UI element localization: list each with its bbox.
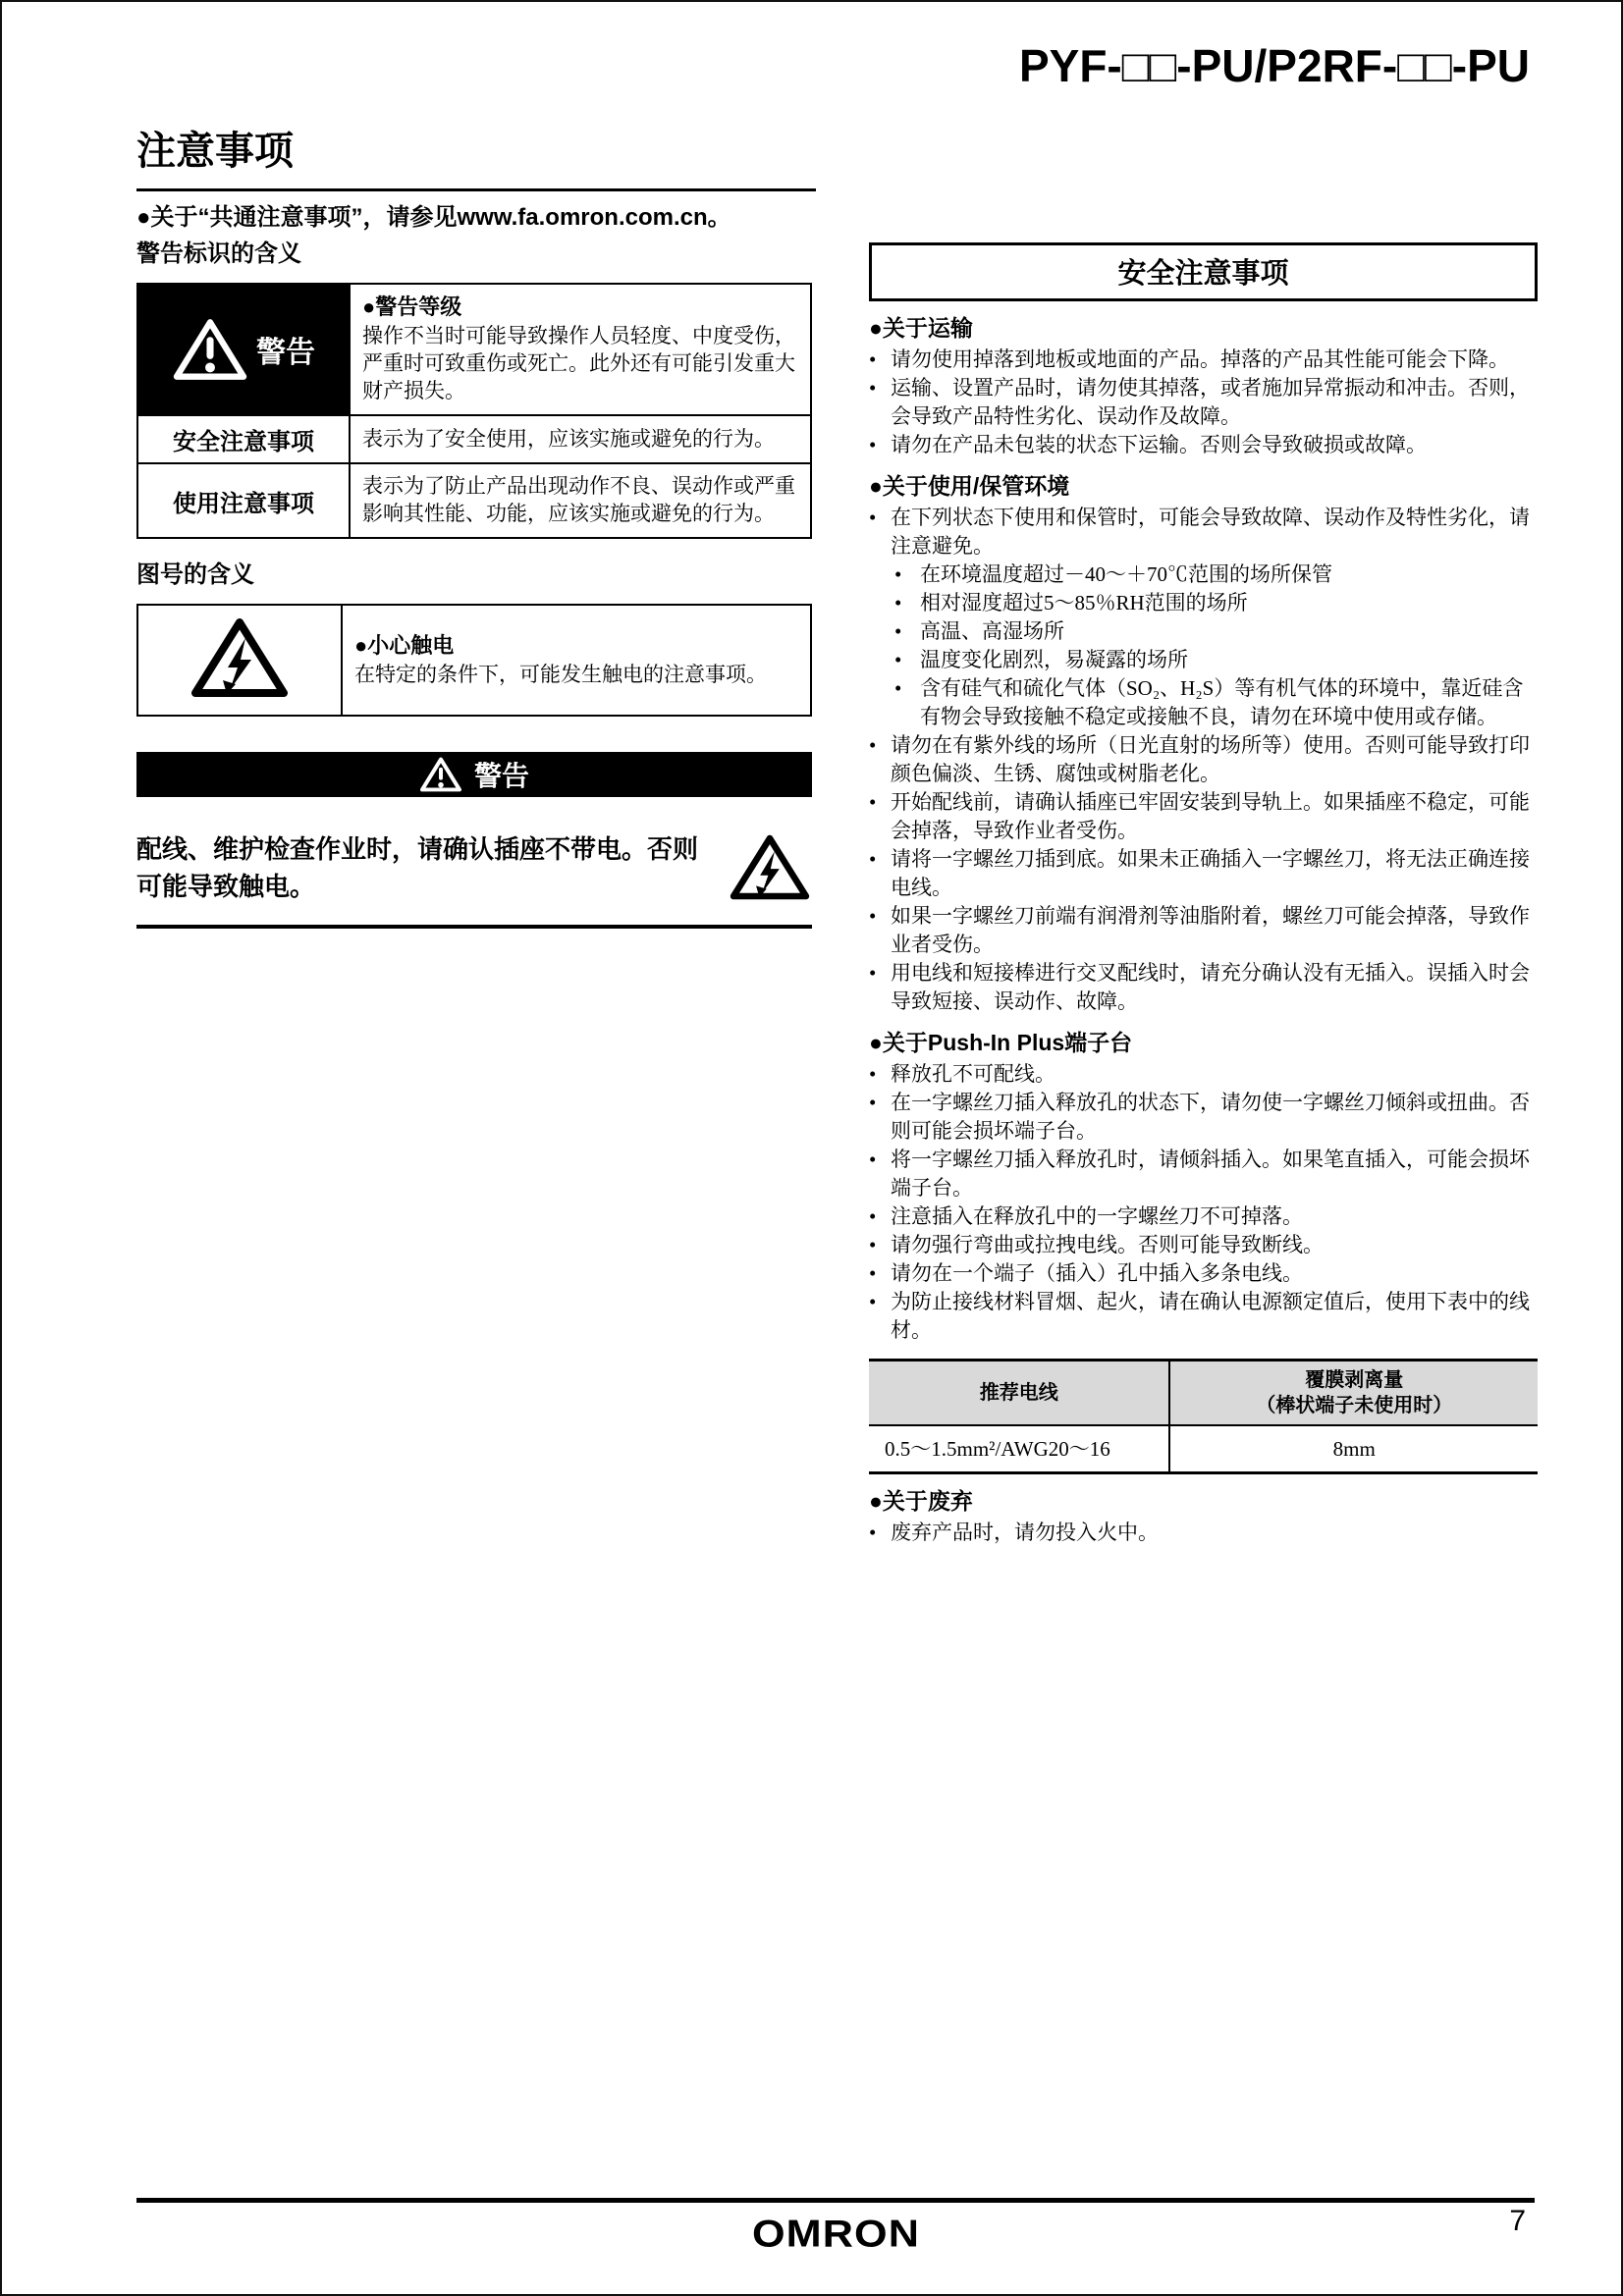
bullet-item [869,731,1538,788]
section-push-in-plus-terminal [869,1028,1538,1345]
warning-banner [136,752,812,797]
warning-grade-title: ●警告等级 [362,294,462,319]
bullet-marker: • [869,847,877,871]
warning-statement-text: 配线、维护检查作业时，请确认插座不带电。否则可能导致触电。 [136,834,699,901]
symbol-meaning-table [136,604,812,717]
shock-note-title: ●小心触电 [354,632,455,658]
page-number: 7 [1509,2205,1526,2237]
bullet-text: 请勿在产品未包装的状态下运输。否则会导致破损或故障。 [891,433,1427,456]
bullet-item [869,617,1538,646]
bullet-text: 请将一字螺丝刀插到底。如果未正确插入一字螺丝刀，将无法正确连接电线。 [891,847,1530,899]
safety-precautions-box-title: 安全注意事项 [869,242,1538,301]
table-row [869,1425,1538,1473]
left-column-bottom-rule [136,925,812,929]
warning-grade-text: 操作不当时可能导致操作人员轻度、中度受伤，严重时可致重伤或死亡。此外还有可能引发重大财产损失。 [362,324,795,402]
bullet-marker: • [869,733,877,757]
bullet-text: 注意插入在释放孔中的一字螺丝刀不可掉落。 [891,1204,1303,1228]
bullet-text: 在环境温度超过－40～＋70℃范围的场所保管 [920,562,1332,586]
bullet-item [869,646,1538,674]
bullet-marker: • [894,562,902,586]
bullet-item [869,431,1538,459]
wire-column-header: 推荐电线 [869,1361,1169,1426]
bullet-marker: • [894,591,902,614]
bullet-text: 请勿强行弯曲或拉拽电线。否则可能导致断线。 [891,1233,1324,1256]
bullet-marker: • [894,676,902,700]
section-heading: ●关于Push-In Plus端子台 [869,1030,1133,1055]
bullet-text: 运输、设置产品时，请勿使其掉落，或者施加异常振动和冲击。否则，会导致产品特性劣化、误动作及故障。 [891,376,1530,428]
bullet-text: 含有硅气和硫化气体（SO₂、H₂S）等有机气体的环境中，靠近硅含有物会导致接触不稳定或接触不良，请勿在环境中使用或存储。 [920,676,1524,728]
strip-length-header-line1: 覆膜剥离量 [1305,1369,1404,1391]
bullet-text: 为防止接线材料冒烟、起火，请在确认电源额定值后，使用下表中的线材。 [891,1290,1530,1342]
section-heading: ●关于使用/保管环境 [869,473,1070,499]
strip-length-value: 8mm [1169,1425,1538,1473]
symbol-meaning-heading: 图号的含义 [136,561,254,588]
warning-badge-cell [137,284,350,415]
bullet-item [869,1146,1538,1202]
bullet-marker: • [869,506,877,529]
bullet-marker: • [894,619,902,643]
warning-statement [136,830,812,905]
bullet-item [869,902,1538,959]
bullet-item [869,1202,1538,1231]
bullet-marker: • [869,1290,877,1313]
page-section-title: 注意事项 [136,130,294,173]
table-row [137,284,811,415]
warning-banner-label: 警告 [473,761,529,791]
warning-badge-label: 警告 [256,337,315,369]
bullet-item [869,346,1538,374]
table-row [137,415,811,463]
bullet-text: 请勿在有紫外线的场所（日光直射的场所等）使用。否则可能导致打印颜色偏淡、生锈、腐蚀或树脂老化。 [891,733,1530,785]
bullet-text: 请勿在一个端子（插入）孔中插入多条电线。 [891,1261,1303,1285]
bullet-marker: • [869,790,877,814]
bullet-item [869,1519,1538,1547]
bullet-text: 如果一字螺丝刀前端有润滑剂等油脂附着，螺丝刀可能会掉落，导致作业者受伤。 [891,904,1530,956]
section-disposal [869,1486,1538,1547]
bullet-marker: • [869,1148,877,1171]
bullet-item [869,845,1538,902]
wire-size-value: 0.5～1.5mm²/AWG20～16 [885,1437,1110,1461]
bullet-text: 释放孔不可配线。 [891,1062,1055,1086]
bullet-item [869,1259,1538,1288]
bullet-item [869,504,1538,561]
bullet-marker: • [894,648,902,671]
shock-note-text: 在特定的条件下，可能发生触电的注意事项。 [354,662,767,686]
bullet-text: 请勿使用掉落到地板或地面的产品。掉落的产品其性能可能会下降。 [891,347,1509,371]
omron-logo: OMRON [752,2213,920,2256]
warning-grade-cell [350,284,811,415]
bullet-item [869,1231,1538,1259]
table-header-row [869,1361,1538,1426]
bullet-text: 用电线和短接棒进行交叉配线时，请充分确认没有无插入。误插入时会导致短接、误动作、故障。 [891,961,1530,1013]
section-heading: ●关于运输 [869,315,973,341]
warning-triangle-icon [419,756,462,793]
strip-length-column-header [1169,1361,1538,1426]
section-heading: ●关于废弃 [869,1488,973,1514]
bullet-marker: • [869,433,877,456]
left-column [136,202,812,929]
warning-meaning-heading: 警告标识的含义 [136,240,301,267]
bullet-marker: • [869,961,877,985]
bullet-text: 高温、高湿场所 [920,619,1064,643]
shock-note-cell [342,605,811,716]
section-transport [869,313,1538,459]
warning-level-table [136,283,812,539]
bullet-marker: • [869,1204,877,1228]
bullet-item [869,1089,1538,1146]
bullet-item [869,374,1538,431]
bullet-text: 将一字螺丝刀插入释放孔时，请倾斜插入。如果笔直插入，可能会损坏端子台。 [891,1148,1530,1200]
table-row [137,605,811,716]
bullet-item [869,788,1538,845]
table-row [137,463,811,538]
bullet-item [869,561,1538,589]
bullet-marker: • [869,1091,877,1114]
right-column [869,242,1538,1547]
bullet-text: 在下列状态下使用和保管时，可能会导致故障、误动作及特性劣化，请注意避免。 [891,506,1530,558]
product-model-title: PYF-□□-PU/P2RF-□□-PU [1018,40,1530,91]
safety-precaution-text: 表示为了安全使用，应该实施或避免的行为。 [350,415,811,463]
common-precautions-note: ●关于“共通注意事项”，请参见www.fa.omron.com.cn。 [136,204,731,231]
bullet-item [869,1288,1538,1345]
footer-rule [136,2198,1535,2203]
bullet-marker: • [869,904,877,928]
bullet-text: 相对湿度超过5～85％RH范围的场所 [920,591,1248,614]
bullet-marker: • [869,1261,877,1285]
bullet-text: 开始配线前，请确认插座已牢固安装到导轨上。如果插座不稳定，可能会掉落，导致作业者受伤。 [891,790,1530,842]
bullet-marker: • [869,347,877,371]
bullet-marker: • [869,1062,877,1086]
warning-triangle-icon [172,316,248,383]
shock-symbol-cell [137,605,342,716]
section-title-rule [136,188,816,191]
bullet-item [869,1060,1538,1089]
usage-precaution-label: 使用注意事项 [137,463,350,538]
electric-shock-icon [190,615,289,700]
bullet-item [869,589,1538,617]
recommended-wire-table [869,1359,1538,1474]
strip-length-header-line2: （棒状端子未使用时） [1256,1395,1453,1416]
safety-precaution-label: 安全注意事项 [137,415,350,463]
electric-shock-icon [730,832,810,902]
bullet-text: 温度变化剧烈，易凝露的场所 [920,648,1188,671]
bullet-item [869,674,1538,731]
bullet-item [869,959,1538,1016]
usage-precaution-text: 表示为了防止产品出现动作不良、误动作或严重影响其性能、功能，应该实施或避免的行为。 [350,463,811,538]
bullet-text: 在一字螺丝刀插入释放孔的状态下，请勿使一字螺丝刀倾斜或扭曲。否则可能会损坏端子台。 [891,1091,1530,1143]
section-usage-storage-environment [869,471,1538,1016]
bullet-marker: • [869,1521,877,1544]
bullet-text: 废弃产品时，请勿投入火中。 [891,1521,1159,1544]
bullet-marker: • [869,1233,877,1256]
bullet-marker: • [869,376,877,400]
